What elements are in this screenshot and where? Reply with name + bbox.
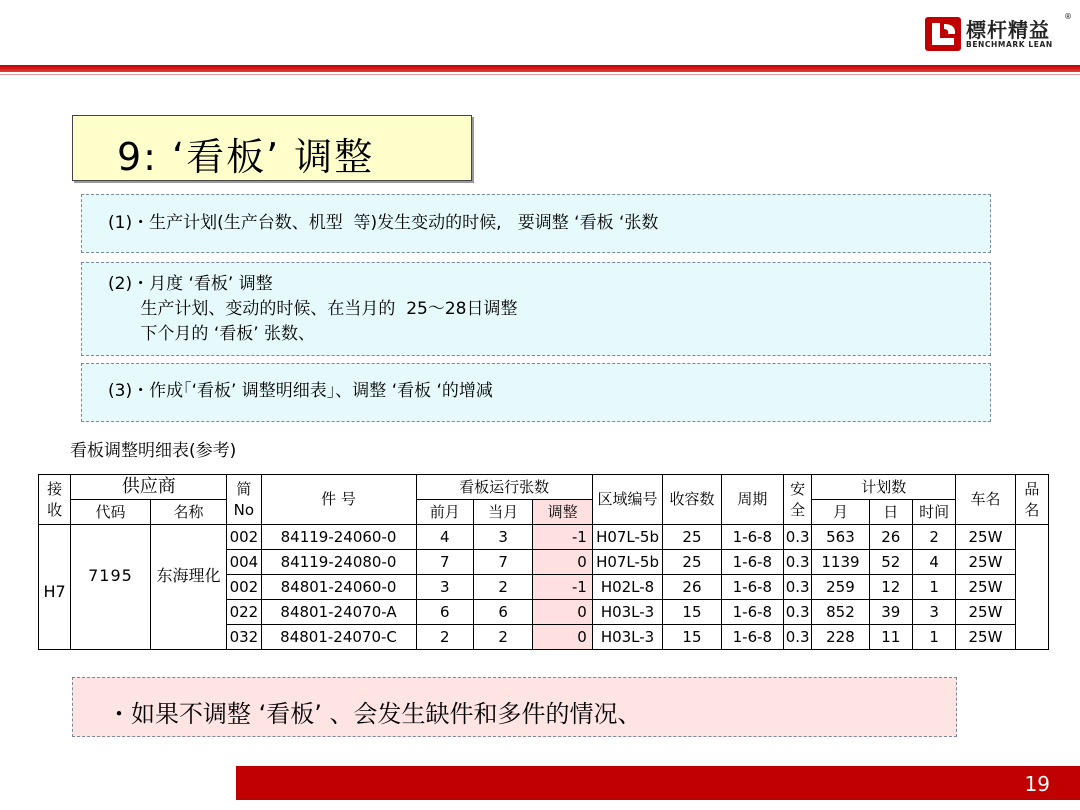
header-safety-label: 安全 — [790, 479, 806, 519]
header-short-no — [227, 475, 261, 525]
warning-box — [72, 677, 957, 737]
cell-plan-time: 1 — [912, 575, 955, 600]
header-area-code: 区域编号 — [592, 475, 662, 525]
cell-prev: 4 — [416, 525, 473, 550]
receive-value: H7 — [39, 525, 71, 650]
header-supplier-code: 代码 — [71, 500, 151, 525]
header-plan-day: 日 — [869, 500, 912, 525]
cell-plan-time: 4 — [912, 550, 955, 575]
cell-area: H07L-5b — [592, 525, 662, 550]
cell-adjust: -1 — [533, 575, 592, 600]
page-number: 19 — [1024, 772, 1050, 796]
header-adjust: 调整 — [533, 500, 592, 525]
cell-car: 25W — [956, 525, 1015, 550]
cell-safety: 0.3 — [784, 575, 812, 600]
cell-prev: 6 — [416, 600, 473, 625]
cell-area: H03L-3 — [592, 625, 662, 650]
cell-adjust: 0 — [533, 550, 592, 575]
brand-logo — [924, 10, 1074, 56]
cell-part: 84801-24070-C — [261, 625, 416, 650]
cell-plan-month: 1139 — [812, 550, 869, 575]
cell-area: H03L-3 — [592, 600, 662, 625]
header-prev-month: 前月 — [416, 500, 473, 525]
brand-name-cn: 標杆精益 — [966, 18, 1050, 42]
header-kanban-count: 看板运行张数 — [416, 475, 592, 500]
registered-mark: ® — [1064, 12, 1072, 21]
header-receive-label: 接收 — [47, 479, 63, 519]
header-receive — [39, 475, 71, 525]
cell-part: 84801-24070-A — [261, 600, 416, 625]
cell-cycle: 1-6-8 — [721, 625, 783, 650]
cell-curr: 2 — [473, 575, 532, 600]
cell-curr: 6 — [473, 600, 532, 625]
note-2-line-3: 下个月的 ‘看板’ 张数、 — [108, 324, 316, 344]
cell-capacity: 26 — [663, 575, 721, 600]
cell-no: 002 — [227, 575, 261, 600]
header-divider — [0, 74, 1080, 75]
header-product-name-label: 品名 — [1024, 479, 1040, 519]
header-product-name — [1015, 475, 1048, 525]
cell-plan-month: 259 — [812, 575, 869, 600]
cell-plan-month: 228 — [812, 625, 869, 650]
header-plan-count: 计划数 — [812, 475, 956, 500]
cell-cycle: 1-6-8 — [721, 600, 783, 625]
table-row — [39, 525, 1049, 550]
note-2-line-1: (2)・月度 ‘看板’ 调整 — [108, 274, 273, 294]
note-3 — [81, 363, 991, 422]
cell-cycle: 1-6-8 — [721, 550, 783, 575]
slide-title-box — [72, 115, 472, 181]
footer-bar — [236, 766, 1080, 800]
cell-part: 84119-24060-0 — [261, 525, 416, 550]
cell-plan-day: 11 — [869, 625, 912, 650]
cell-prev: 7 — [416, 550, 473, 575]
cell-car: 25W — [956, 550, 1015, 575]
cell-plan-time: 1 — [912, 625, 955, 650]
cell-plan-day: 39 — [869, 600, 912, 625]
cell-no: 032 — [227, 625, 261, 650]
cell-car: 25W — [956, 600, 1015, 625]
warning-text: ・如果不调整 ‘看板’ 、会发生缺件和多件的情况、 — [107, 700, 642, 728]
cell-product-name — [1015, 525, 1048, 650]
cell-adjust: 0 — [533, 600, 592, 625]
slide-title: 9: ‘看板’ 调整 — [117, 135, 375, 179]
header-capacity: 收容数 — [663, 475, 721, 525]
note-1 — [81, 194, 991, 253]
cell-curr: 3 — [473, 525, 532, 550]
benchmark-lean-logo-icon — [924, 16, 962, 52]
cell-part: 84801-24060-0 — [261, 575, 416, 600]
cell-safety: 0.3 — [784, 525, 812, 550]
cell-prev: 2 — [416, 625, 473, 650]
cell-safety: 0.3 — [784, 550, 812, 575]
header-part-no: 件 号 — [261, 475, 416, 525]
header-supplier: 供应商 — [71, 475, 227, 500]
cell-plan-time: 3 — [912, 600, 955, 625]
kanban-adjustment-table — [38, 474, 1049, 650]
table-caption: 看板调整明细表(参考) — [70, 441, 237, 461]
cell-car: 25W — [956, 625, 1015, 650]
header-short-no-label: 简No — [233, 479, 255, 519]
cell-no: 004 — [227, 550, 261, 575]
cell-curr: 2 — [473, 625, 532, 650]
header-car-name: 车名 — [956, 475, 1015, 525]
cell-plan-month: 852 — [812, 600, 869, 625]
note-2 — [81, 262, 991, 356]
cell-plan-month: 563 — [812, 525, 869, 550]
note-3-line: (3)・作成｢‘看板’ 调整明细表｣、调整 ‘看板 ‘的增减 — [108, 381, 493, 401]
header-cycle: 周期 — [721, 475, 783, 525]
cell-no: 022 — [227, 600, 261, 625]
cell-area: H02L-8 — [592, 575, 662, 600]
cell-no: 002 — [227, 525, 261, 550]
cell-capacity: 15 — [663, 600, 721, 625]
header-plan-month: 月 — [812, 500, 869, 525]
header-plan-time: 时间 — [912, 500, 955, 525]
cell-adjust: 0 — [533, 625, 592, 650]
cell-plan-day: 12 — [869, 575, 912, 600]
cell-capacity: 15 — [663, 625, 721, 650]
cell-curr: 7 — [473, 550, 532, 575]
cell-plan-day: 52 — [869, 550, 912, 575]
cell-car: 25W — [956, 575, 1015, 600]
header-red-bar — [0, 65, 1080, 72]
cell-adjust: -1 — [533, 525, 592, 550]
supplier-code-value: 7195 — [71, 525, 151, 650]
note-1-line: (1)・生产计划(生产台数、机型 等)发生变动的时候, 要调整 ‘看板 ‘张数 — [108, 213, 659, 233]
note-2-line-2: 生产计划、变动的时候、在当月的 25～28日调整 — [108, 299, 518, 319]
cell-area: H07L-5b — [592, 550, 662, 575]
brand-name-en: BENCHMARK LEAN — [966, 40, 1053, 49]
cell-capacity: 25 — [663, 550, 721, 575]
supplier-name-value: 东海理化 — [150, 525, 227, 650]
cell-part: 84119-24080-0 — [261, 550, 416, 575]
cell-safety: 0.3 — [784, 600, 812, 625]
cell-cycle: 1-6-8 — [721, 525, 783, 550]
cell-plan-day: 26 — [869, 525, 912, 550]
cell-safety: 0.3 — [784, 625, 812, 650]
header-safety — [784, 475, 812, 525]
cell-prev: 3 — [416, 575, 473, 600]
header-supplier-name: 名称 — [150, 500, 227, 525]
cell-capacity: 25 — [663, 525, 721, 550]
header-curr-month: 当月 — [473, 500, 532, 525]
cell-plan-time: 2 — [912, 525, 955, 550]
cell-cycle: 1-6-8 — [721, 575, 783, 600]
